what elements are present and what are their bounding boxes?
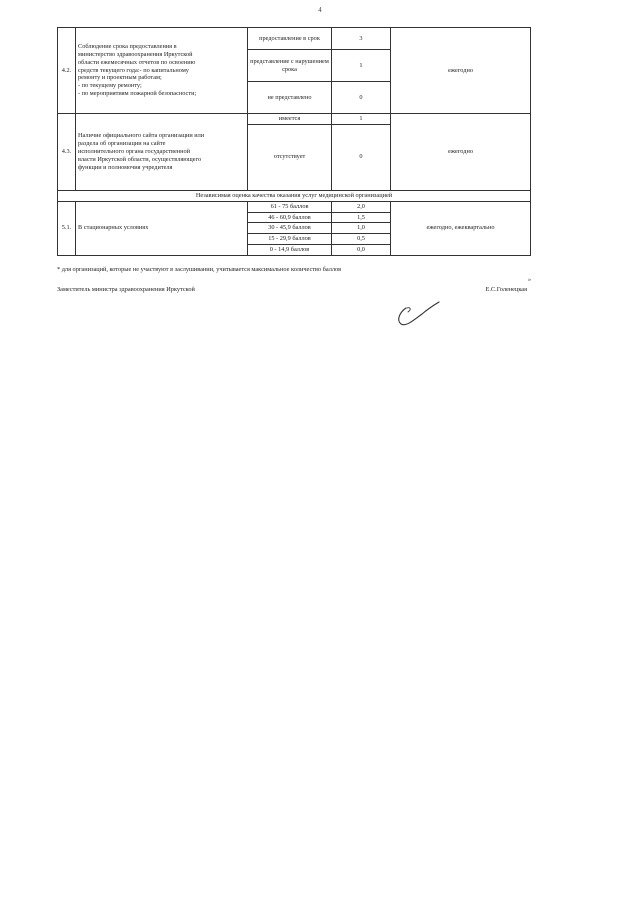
option-label: 61 - 75 баллов [248,201,332,212]
signer-name: Е.С.Голенецкая [485,286,527,293]
criterion-line: исполнительного органа государственной [78,148,190,155]
criterion-line: области ежемесячных отчетов по освоению [78,58,196,66]
section-header: Независимая оценка качества оказания услуг медицинской организацией [58,190,531,201]
option-score: 2,0 [332,201,391,212]
row-number: 5.1. [58,201,76,255]
option-score: 0 [332,124,391,190]
criterion-cell [76,114,248,191]
option-label: 46 - 60,9 баллов [248,212,332,223]
option-score: 1 [332,50,391,82]
table-row [58,28,531,50]
signature-image [394,298,440,328]
option-label: имеется [248,114,332,125]
page-number: 4 [318,6,322,14]
option-score: 3 [332,28,391,50]
section-header-row [58,190,531,201]
row-number: 4.3. [58,114,76,191]
option-label: не представлено [248,82,332,114]
option-score: 0 [332,82,391,114]
periodicity-cell: ежегодно [391,28,531,114]
option-label: 0 - 14,9 баллов [248,245,332,256]
criterion-line: власти Иркутской области, осуществляющего [78,155,202,163]
criterion-line: средств текущего года:- по капитальному [78,66,189,74]
criterion-line: - по мероприятиям пожарной безопасности; [78,90,197,98]
option-score: 0,0 [332,245,391,256]
criterion-line: - по текущему ремонту; [78,82,142,90]
option-label: 15 - 29,9 баллов [248,234,332,245]
option-label: представление с нарушением срока [248,50,332,82]
criterion-line: министерство здравоохранения Иркутской [78,50,193,58]
option-score: 1,0 [332,223,391,234]
table-row [58,201,531,212]
option-label: предоставление в срок [248,28,332,50]
option-score: 1,5 [332,212,391,223]
table-row [58,114,531,125]
option-score: 0,5 [332,234,391,245]
periodicity-cell: ежегодно, ежеквартально [391,201,531,255]
criterion-line: Наличие официального сайта организации или [78,132,205,140]
option-score: 1 [332,114,391,125]
criteria-table [57,27,531,256]
criterion-cell [76,28,248,114]
footnote: * для организаций, которые не участвуют в заслушивании, учитывается максимальное количество баллов [57,266,342,273]
option-label: отсутствует [248,124,332,190]
row-number: 4.2. [58,28,76,114]
criterion-line: ремонту и проектным работам; [78,74,162,82]
criterion-line: раздела об организации на сайте [78,140,166,148]
periodicity-cell: ежегодно [391,114,531,191]
criterion-line: функции и полномочия учредителя [78,163,173,171]
margin-mark: » [528,277,531,283]
criterion-line: Соблюдение срока предоставления в [78,42,177,50]
option-label: 30 - 45,9 баллов [248,223,332,234]
signer-position: Заместитель министра здравоохранения Иркутской [57,286,195,293]
criterion-cell: В стационарных условиях [76,201,248,255]
